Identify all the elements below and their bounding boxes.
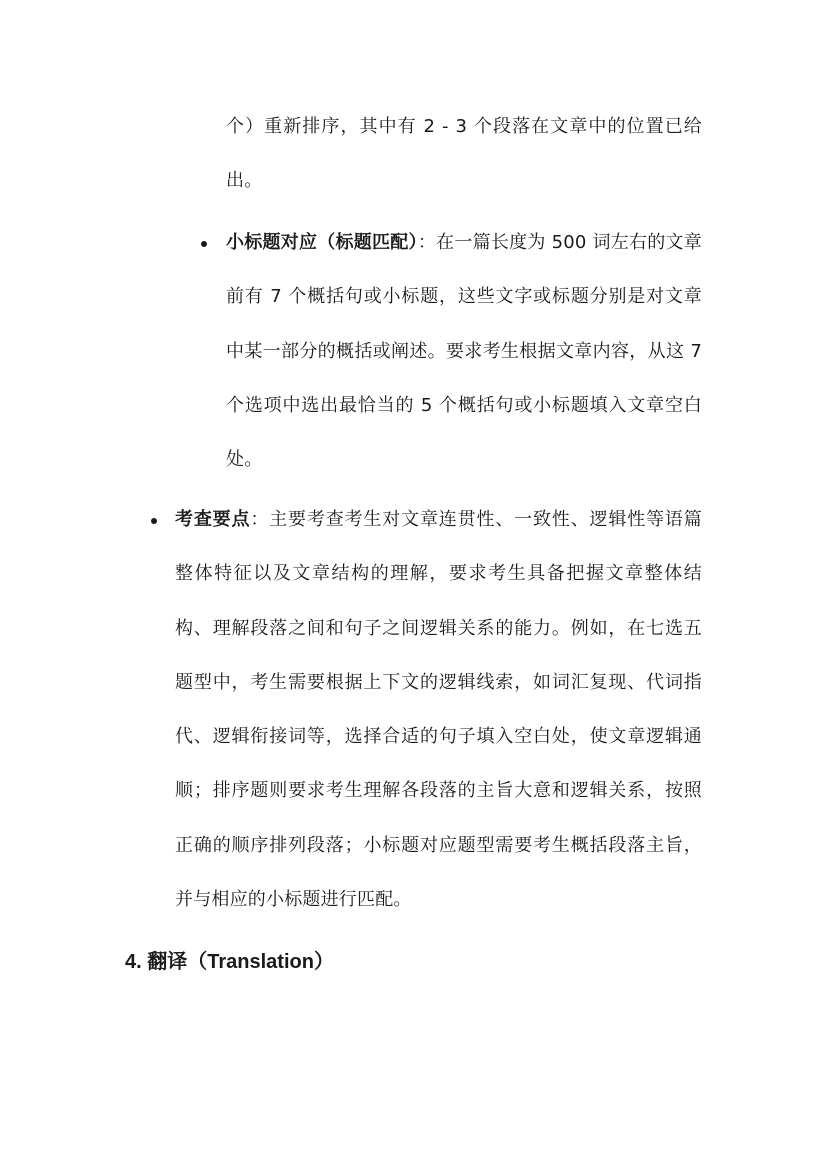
section-heading <box>125 946 334 978</box>
list-item-text: ：在一篇长度为 500 词左右的文章前有 7 个概括句或小标题，这些文字或标题分别是对文章中某一部分的概括或阐述。要求考生根据文章内容，从这 7 个选项中选出最恰当的 5 个概括句或小标题填入文章空白处。 <box>226 232 702 471</box>
list-item-text: ：主要考查考生对文章连贯性、一致性、逻辑性等语篇整体特征以及文章结构的理解，要求考生具备把握文章整体结构、理解段落之间和句子之间逻辑关系的能力。例如，在七选五题型中，考生需要根据上下文的逻辑线索，如词汇复现、代词指代、逻辑衔接词等，选择合适的句子填入空白处，使文章逻辑通顺；排序题则要求考生理解各段落的主旨大意和逻辑关系，按照正确的顺序排列段落；小标题对应题型需要考生概括段落主旨，并与相应的小标题进行匹配。 <box>175 509 702 911</box>
bullet-dot-icon <box>201 241 207 247</box>
bullet-dot-icon <box>151 518 157 524</box>
section-number: 4. <box>125 951 142 973</box>
continuation-text: 个）重新排序，其中有 2 - 3 个段落在文章中的位置已给出。 <box>226 116 702 192</box>
list-item-label: 考查要点 <box>175 509 251 530</box>
section-title: 翻译（Translation） <box>147 951 334 973</box>
continuation-paragraph <box>226 100 702 209</box>
list-item-subheading-matching <box>226 216 702 487</box>
list-item-label: 小标题对应（标题匹配） <box>226 232 418 253</box>
list-item-key-points <box>175 493 702 927</box>
